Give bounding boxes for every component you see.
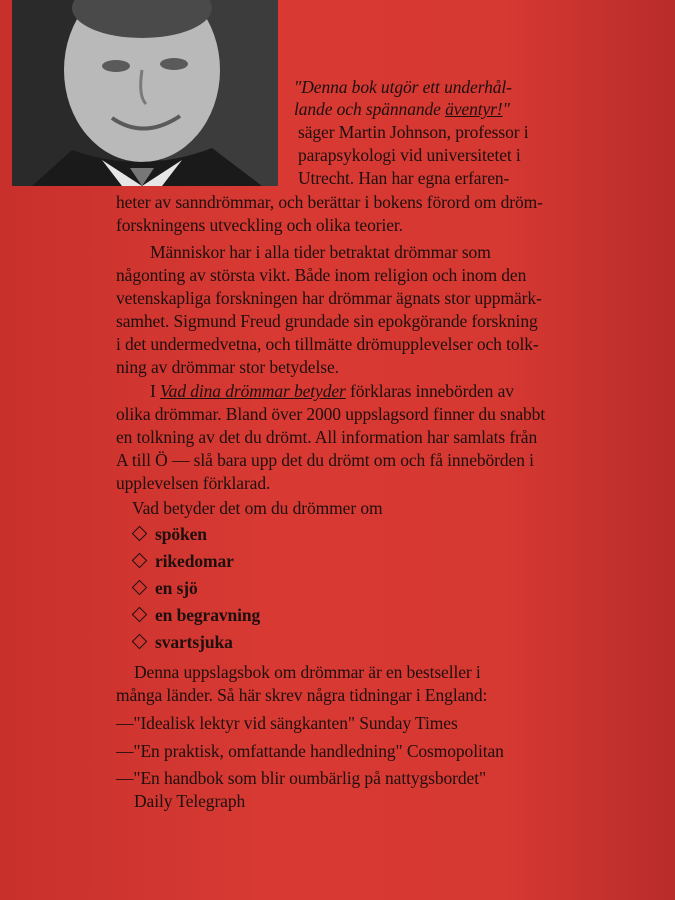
intro-line-5: forskningens utveckling och olika teorier. [116, 215, 403, 235]
quote-close: " [502, 99, 510, 119]
press-quote-text: —"En handbok som blir oumbärlig på nattygsbordet" [116, 768, 487, 788]
press-quote-source: Daily Telegraph [134, 791, 246, 811]
quote-line-2 [294, 98, 510, 120]
press-quote-source: Cosmopolitan [406, 741, 504, 761]
dream-item-label: spöken [155, 524, 207, 544]
para3-line-2: olika drömmar. Bland över 2000 uppslagsord finner du snabbt [116, 404, 546, 424]
para3-line-5: upplevelsen förklarad. [116, 473, 271, 493]
author-portrait-image [12, 0, 278, 186]
para3-lead: I [150, 381, 161, 401]
dream-item-label: en sjö [155, 578, 198, 598]
para2-line-6: ning av drömmar stor betydelse. [116, 357, 339, 377]
dream-item-label: rikedomar [155, 551, 234, 571]
dream-item-label: en begravning [155, 605, 261, 625]
book-title: Vad dina drömmar betyder [160, 381, 346, 401]
para4-line-1: Denna uppslagsbok om drömmar är en bestseller i [134, 662, 481, 682]
diamond-bullet-icon [132, 553, 148, 569]
intro-line-2: parapsykologi vid universitetet i [298, 145, 521, 165]
press-quote-source: Sunday Times [359, 713, 458, 733]
para2-line-5: i det undermedvetna, och tillmätte drömupplevelser och tolk- [116, 334, 539, 354]
press-quote-text: —"Idealisk lektyr vid sängkanten" [116, 713, 355, 733]
intro-line-4: heter av sanndrömmar, och berättar i bokens förord om dröm- [116, 192, 543, 212]
diamond-bullet-icon [132, 526, 148, 542]
press-quote [116, 767, 486, 789]
para3-line-1 [150, 380, 514, 402]
dream-item [134, 577, 198, 599]
press-quote [116, 712, 458, 734]
dream-item [134, 550, 234, 572]
dream-item [134, 604, 260, 626]
para4-line-2: många länder. Så här skrev några tidningar i England: [116, 685, 488, 705]
para2-line-1: Människor har i alla tider betraktat drömmar som [150, 242, 491, 262]
dream-item [134, 631, 233, 653]
press-quote-text: —"En praktisk, omfattande handledning" [116, 741, 403, 761]
press-quote [116, 740, 504, 762]
diamond-bullet-icon [132, 634, 148, 650]
para3-line-3: en tolkning av det du drömt. All information har samlats från [116, 427, 538, 447]
dream-item-label: svartsjuka [155, 632, 233, 652]
dream-question: Vad betyder det om du drömmer om [132, 498, 383, 518]
quote-line-2-text: lande och spännande [294, 99, 446, 119]
para2-line-3: vetenskapliga forskningen har drömmar ägnats stor uppmärk- [116, 288, 542, 308]
para2-line-4: samhet. Sigmund Freud grundade sin epokgörande forskning [116, 311, 538, 331]
quote-emphasis: äventyr! [445, 99, 503, 119]
diamond-bullet-icon [132, 607, 148, 623]
para3-line-4: A till Ö — slå bara upp det du drömt om och få innebörden i [116, 450, 534, 470]
intro-line-3: Utrecht. Han har egna erfaren- [298, 168, 510, 188]
para2-line-2: någonting av största vikt. Både inom religion och inom den [116, 265, 527, 285]
quote-line-1: "Denna bok utgör ett underhål- [294, 77, 512, 97]
dream-item [134, 523, 207, 545]
para3-rest: förklaras innebörden av [345, 381, 514, 401]
author-photo [12, 0, 278, 186]
diamond-bullet-icon [132, 580, 148, 596]
intro-line-1: säger Martin Johnson, professor i [298, 122, 529, 142]
